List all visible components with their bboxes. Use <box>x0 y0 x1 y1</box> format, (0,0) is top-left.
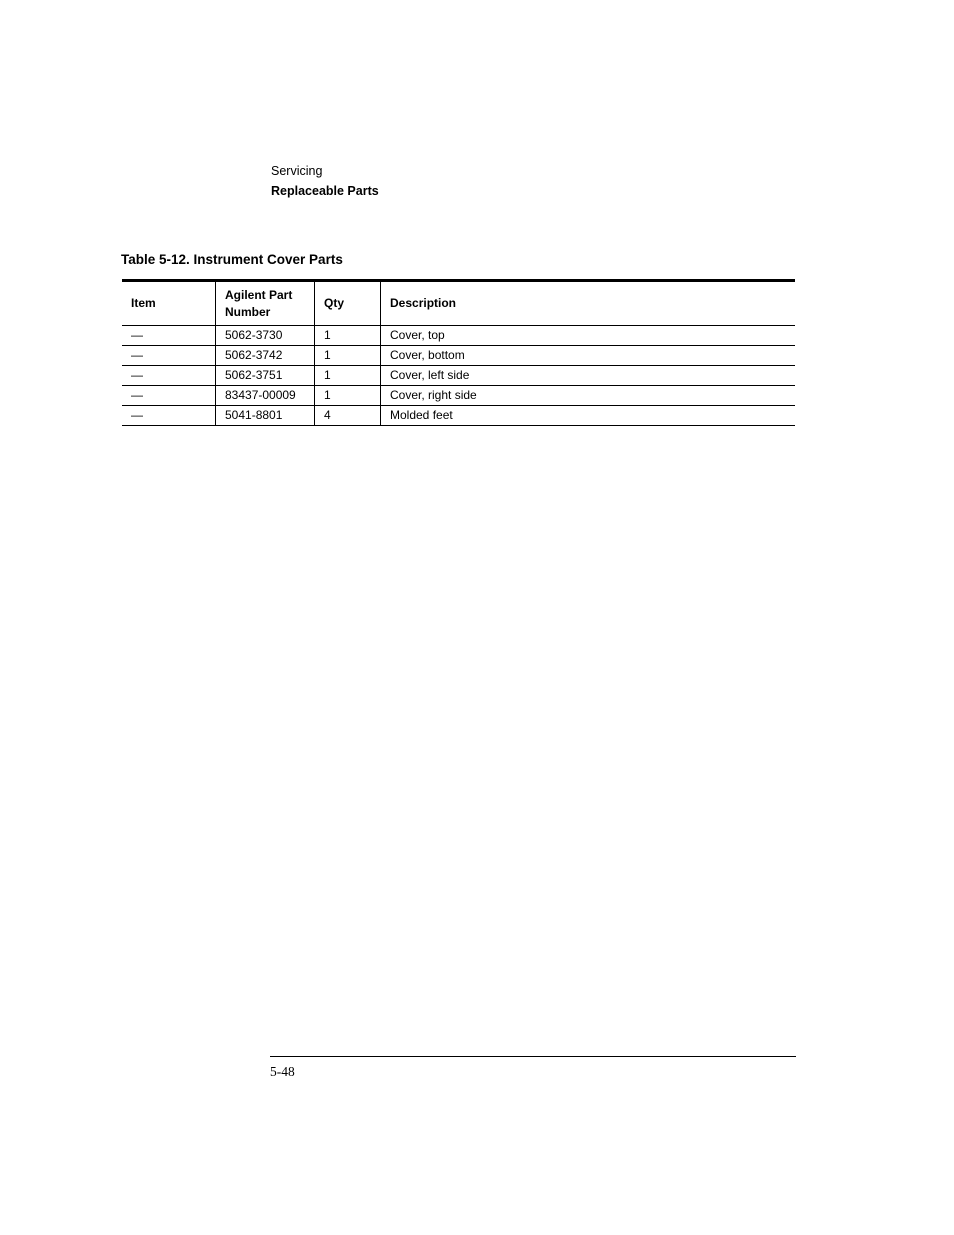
column-header-part-number: Agilent Part Number <box>216 281 315 326</box>
cell-qty: 1 <box>315 346 381 366</box>
cell-item: — <box>122 406 216 426</box>
cell-part-number: 5062-3742 <box>216 346 315 366</box>
cell-qty: 1 <box>315 386 381 406</box>
cell-part-number: 5062-3751 <box>216 366 315 386</box>
footer-divider <box>270 1056 796 1057</box>
cell-item: — <box>122 386 216 406</box>
cell-description: Cover, left side <box>381 366 796 386</box>
cell-description: Cover, bottom <box>381 346 796 366</box>
column-header-qty: Qty <box>315 281 381 326</box>
cell-item: — <box>122 366 216 386</box>
cell-part-number: 5062-3730 <box>216 326 315 346</box>
table-row <box>122 386 795 406</box>
chapter-title: Servicing <box>271 164 323 178</box>
table-caption: Table 5-12. Instrument Cover Parts <box>121 252 343 267</box>
cell-qty: 4 <box>315 406 381 426</box>
cell-item: — <box>122 326 216 346</box>
section-title: Replaceable Parts <box>271 184 379 198</box>
table-row <box>122 326 795 346</box>
table-row <box>122 346 795 366</box>
table-row <box>122 366 795 386</box>
column-header-description: Description <box>381 281 796 326</box>
cell-qty: 1 <box>315 366 381 386</box>
cell-item: — <box>122 346 216 366</box>
table-header-row <box>122 281 795 326</box>
running-header <box>271 161 379 201</box>
cell-description: Cover, top <box>381 326 796 346</box>
cell-description: Cover, right side <box>381 386 796 406</box>
column-header-item: Item <box>122 281 216 326</box>
cell-part-number: 5041-8801 <box>216 406 315 426</box>
cell-part-number: 83437-00009 <box>216 386 315 406</box>
page-number: 5-48 <box>270 1064 295 1079</box>
cell-description: Molded feet <box>381 406 796 426</box>
parts-table <box>122 279 795 426</box>
table-row <box>122 406 795 426</box>
cell-qty: 1 <box>315 326 381 346</box>
